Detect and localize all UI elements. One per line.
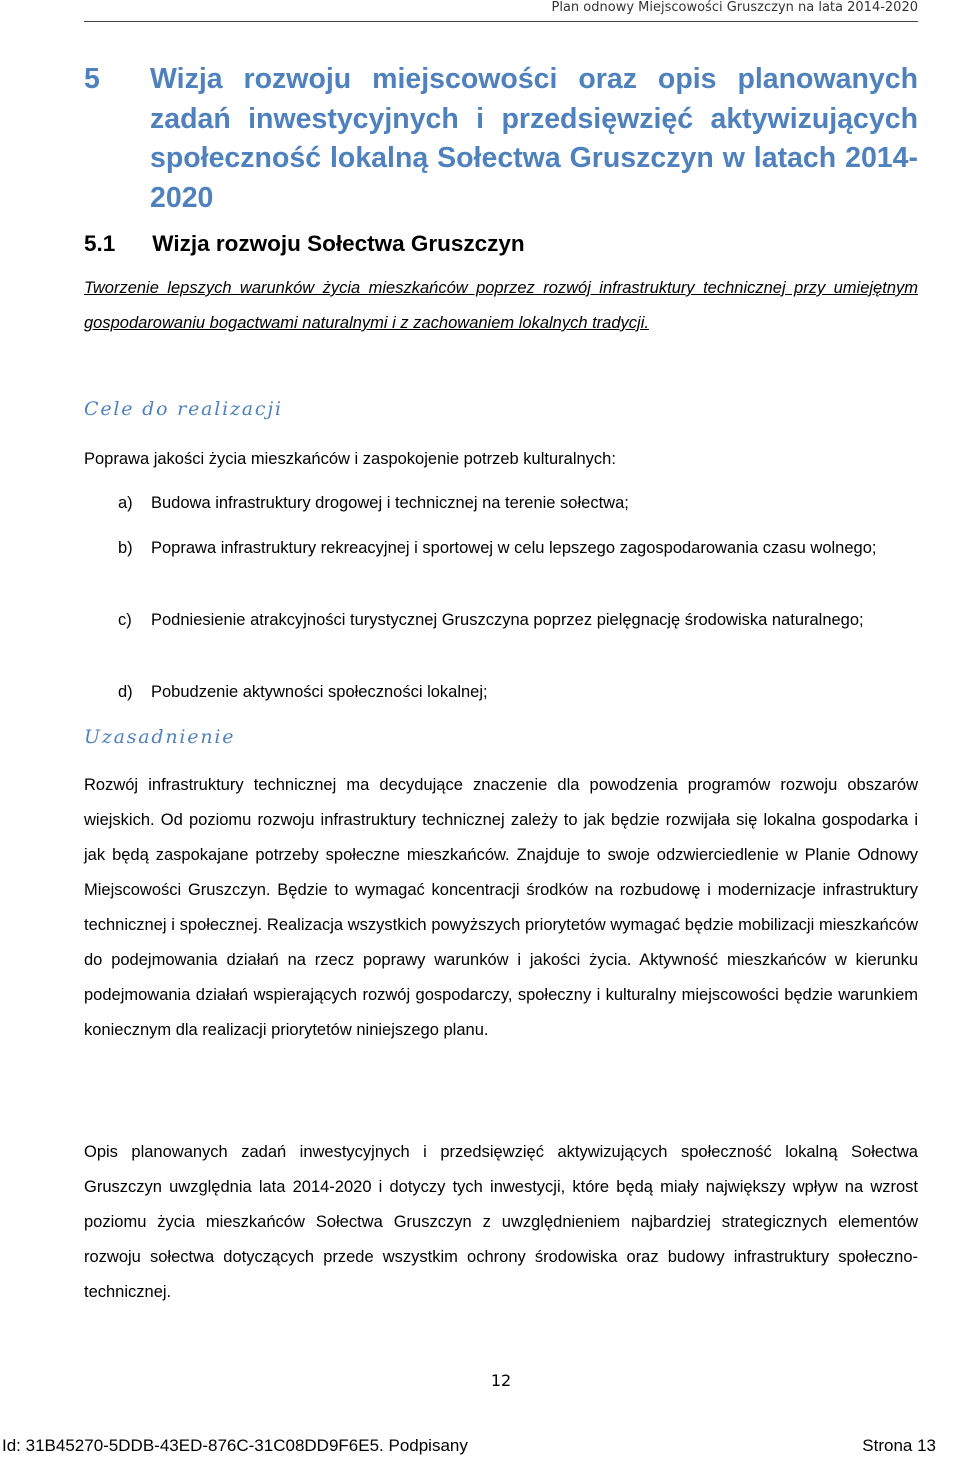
goal-item [118, 490, 918, 517]
goal-marker: c) [118, 611, 132, 629]
goal-marker: b) [118, 539, 133, 557]
description-paragraph: Opis planowanych zadań inwestycyjnych i przedsięwzięć aktywizujących społeczność lokalną Sołectwa Gruszczyn uwzględnia lata 2014-2020 i dotyczy tych inwestycji, które będą miały największy wpływ na wzrost poziomu życia mieszkańców Sołectwa Gruszczyn z uwzględnieniem najbardziej strategicznych elementów rozwoju sołectwa dotyczących przede wszystkim ochrony środowiska oraz budowy infrastruktury społeczno-technicznej. [84, 1143, 918, 1301]
section-heading [84, 60, 918, 218]
goal-item [118, 607, 918, 634]
goals-intro: Poprawa jakości życia mieszkańców i zaspokojenie potrzeb kulturalnych: [84, 450, 616, 468]
vision-statement: Tworzenie lepszych warunków życia mieszkańców poprzez rozwój infrastruktury technicznej przy umiejętnym gospodarowaniu bogactwami naturalnymi i z zachowaniem lokalnych tradycji. [84, 279, 918, 332]
page-number: 12 [490, 1371, 512, 1390]
goal-item [118, 535, 918, 562]
section-title: Wizja rozwoju miejscowości oraz opis planowanych zadań inwestycyjnych i przedsięwzięć aktywizujących społeczność lokalną Sołectwa Gruszczyn w latach 2014-2020 [150, 63, 918, 214]
justification-heading: Uzasadnienie [84, 726, 236, 748]
goal-text: Budowa infrastruktury drogowej i technicznej na terenie sołectwa; [151, 494, 629, 512]
goal-text: Poprawa infrastruktury rekreacyjnej i sportowej w celu lepszego zagospodarowania czasu wolnego; [151, 539, 877, 557]
running-header: Plan odnowy Miejscowości Gruszczyn na lata 2014-2020 [551, 0, 918, 15]
subsection-heading [84, 228, 525, 260]
goal-item [118, 679, 918, 706]
justification-paragraph: Rozwój infrastruktury technicznej ma decydujące znaczenie dla powodzenia programów rozwoju obszarów wiejskich. Od poziomu rozwoju infrastruktury technicznej zależy to jak będzie rozwijała się lokalna gospodarka i jak będą zaspokajane potrzeby społeczne mieszkańców. Znajduje to swoje odzwierciedlenie w Planie Odnowy Miejscowości Gruszczyn. Będzie to wymagać koncentracji środków na rozbudowę i modernizacje infrastruktury technicznej i społecznej. Realizacja wszystkich powyższych priorytetów wymagać będzie mobilizacji mieszkańców do podejmowania działań na rzecz poprawy warunków i jakości życia. Aktywność mieszkańców w kierunku podejmowania działań wspierających rozwój gospodarczy, społeczny i kulturalny miejscowości będzie warunkiem koniecznym dla realizacji priorytetów niniejszego planu. [84, 776, 918, 1039]
header-rule [84, 21, 918, 22]
subsection-title: Wizja rozwoju Sołectwa Gruszczyn [152, 231, 525, 256]
goal-text: Pobudzenie aktywności społeczności lokalnej; [151, 683, 488, 701]
section-number: 5 [84, 63, 100, 95]
footer-document-id: Id: 31B45270-5DDB-43ED-876C-31C08DD9F6E5. Podpisany [2, 1436, 468, 1455]
goal-text: Podniesienie atrakcyjności turystycznej Gruszczyna poprzez pielęgnację środowiska naturalnego; [151, 611, 864, 629]
goals-heading: Cele do realizacji [84, 398, 283, 420]
subsection-number: 5.1 [84, 231, 116, 256]
goal-marker: d) [118, 683, 133, 701]
goal-marker: a) [118, 494, 133, 512]
footer-page-label: Strona 13 [862, 1436, 936, 1455]
